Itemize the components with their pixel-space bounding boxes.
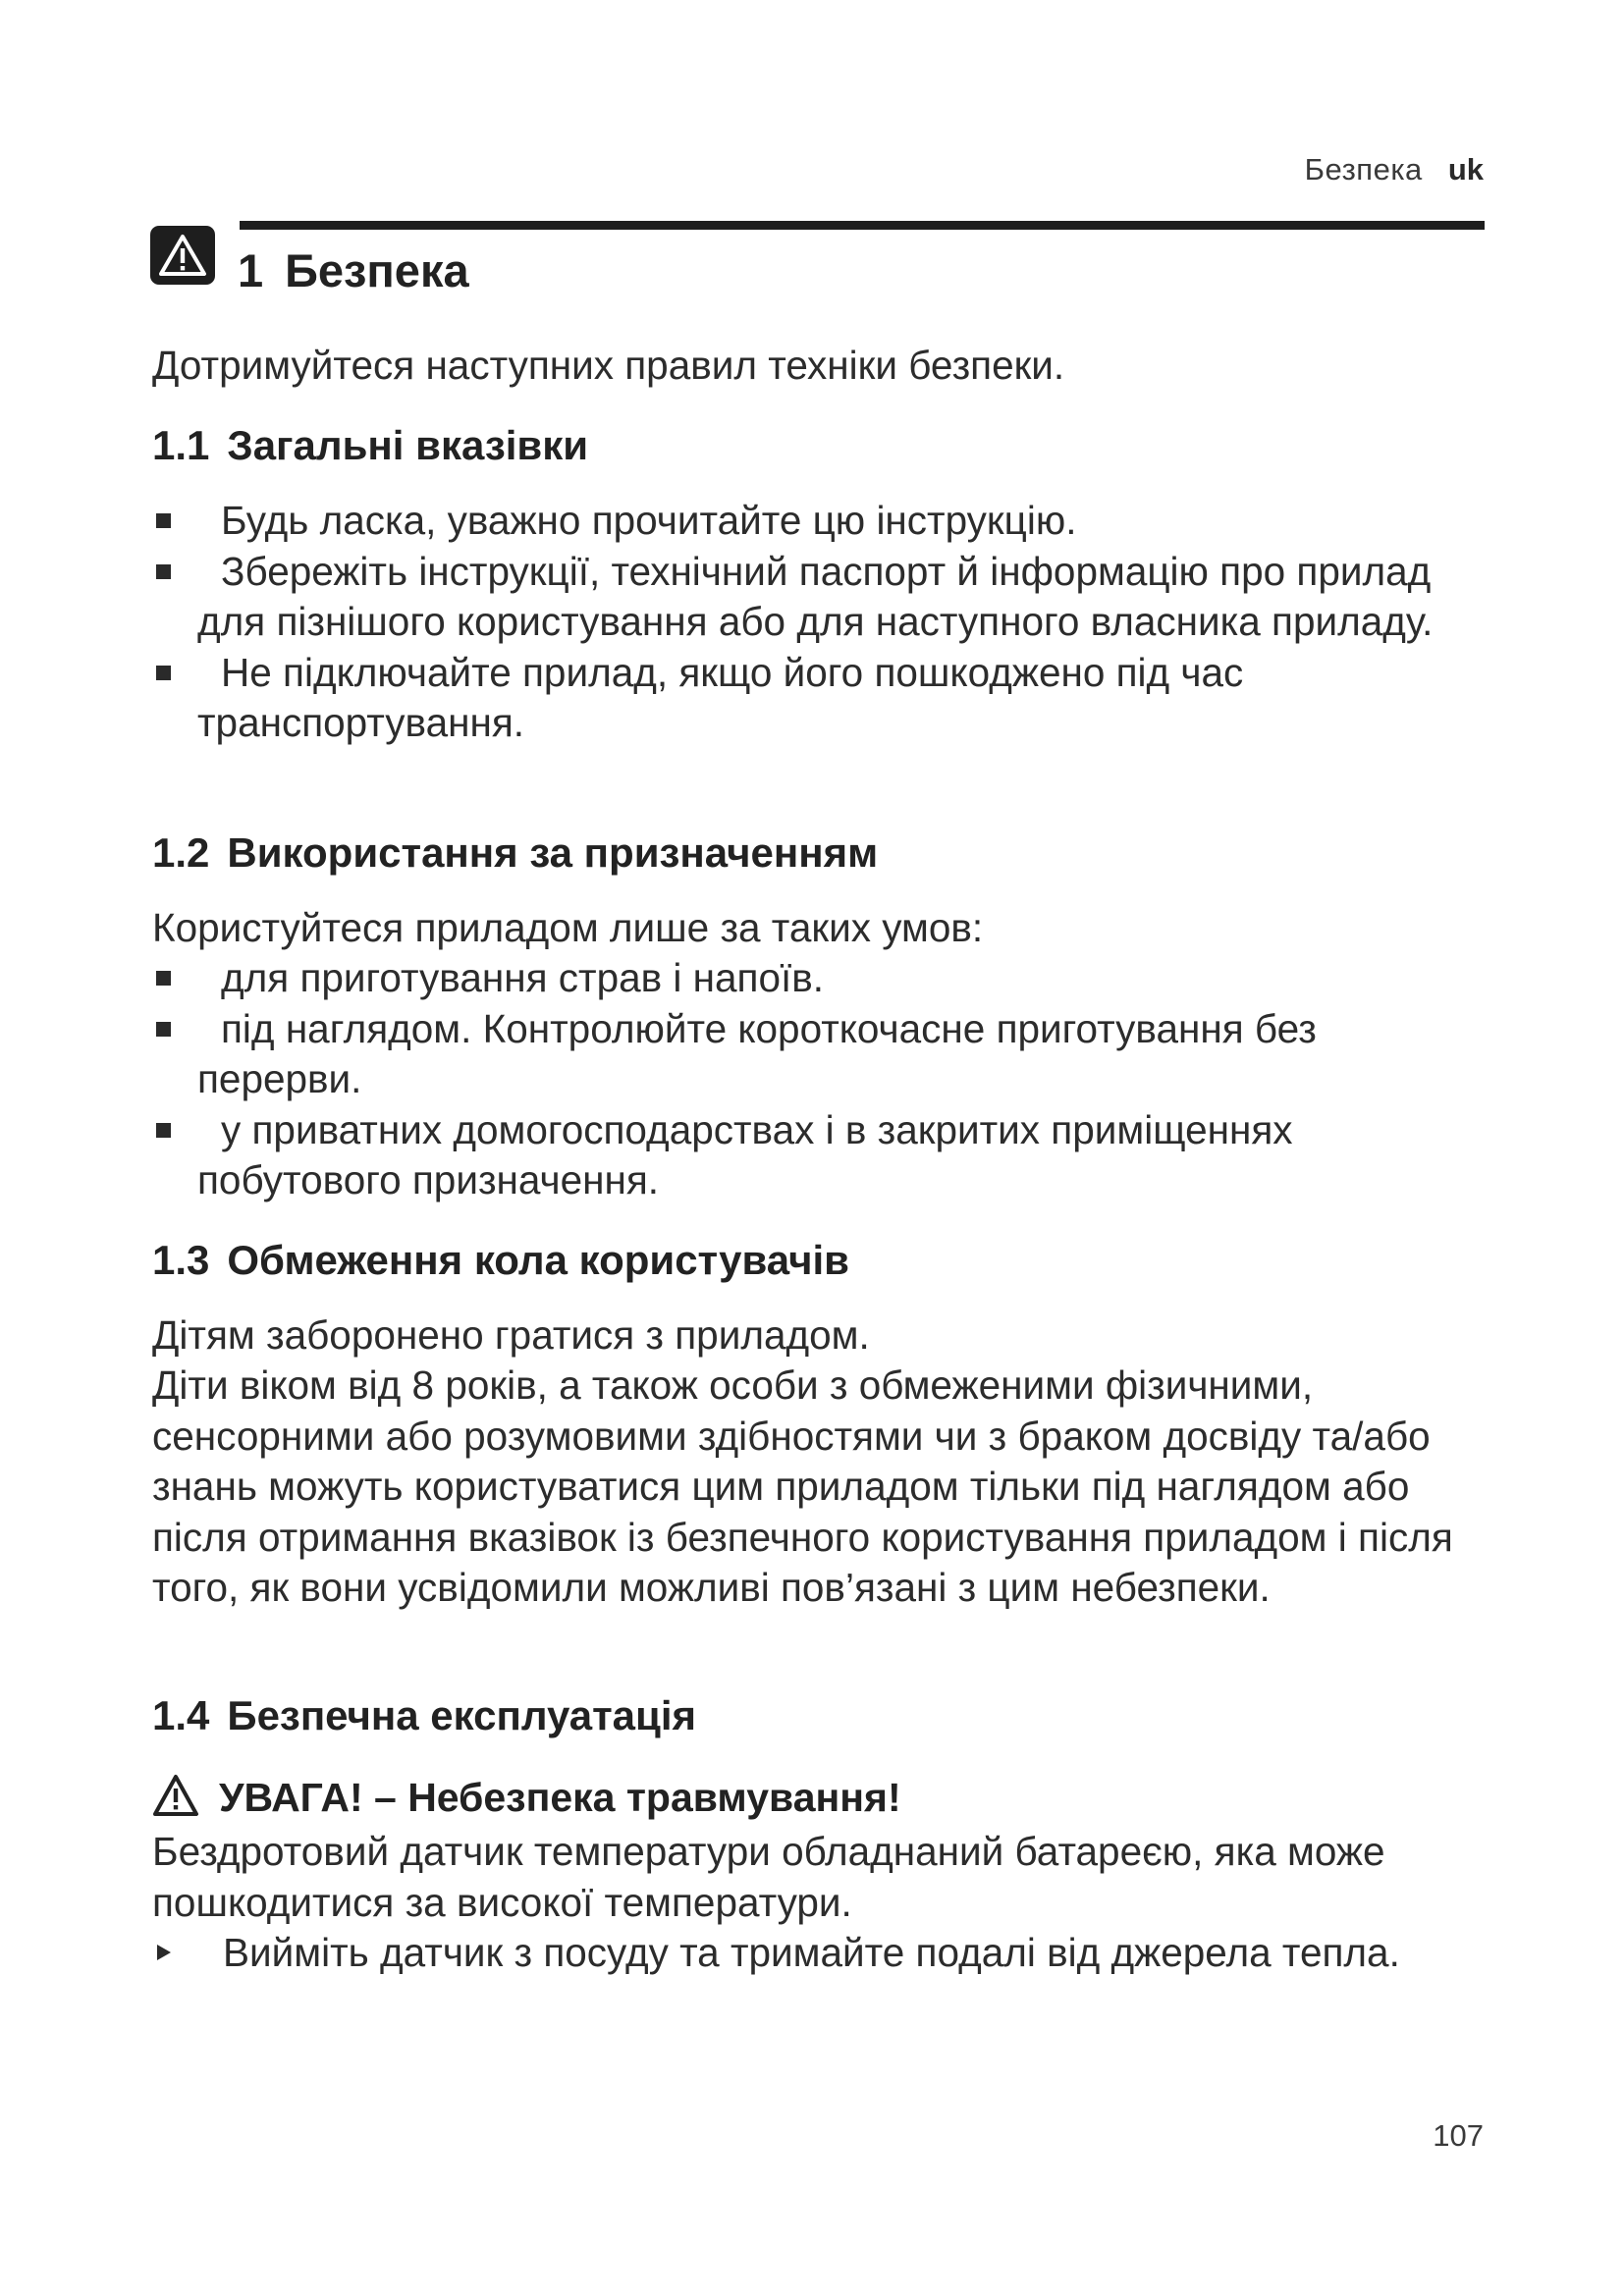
action-list xyxy=(152,1928,1488,1979)
language-code: uk xyxy=(1447,152,1484,187)
warning-triangle-icon xyxy=(152,1774,199,1817)
section-heading-1-4 xyxy=(152,1690,696,1741)
chapter-number: 1 xyxy=(238,244,264,296)
general-notes-list xyxy=(152,496,1488,749)
section-heading-1-3 xyxy=(152,1235,849,1286)
section-title: Загальні вказівки xyxy=(227,422,589,468)
action-step-text: Вийміть датчик з посуду та тримайте подалі від джерела тепла. xyxy=(223,1930,1400,1975)
warning-title: УВАГА! – Небезпека травмування! xyxy=(219,1775,901,1820)
section-heading-1-1 xyxy=(152,420,588,471)
list-item-text: Не підключайте прилад, якщо його пошкоджено під час транспортування. xyxy=(197,649,1244,745)
bullet-square-icon xyxy=(156,513,171,528)
section-title: Безпечна експлуатація xyxy=(227,1692,697,1738)
list-item xyxy=(152,648,1488,749)
bullet-square-icon xyxy=(156,1123,171,1138)
chapter-title-text: Безпека xyxy=(285,244,469,296)
running-header-title: Безпека xyxy=(1304,152,1423,187)
list-item xyxy=(152,496,1488,547)
intended-use-list xyxy=(152,953,1488,1206)
section-number: 1.1 xyxy=(152,422,210,468)
list-item xyxy=(152,953,1488,1004)
running-header xyxy=(1305,152,1484,187)
list-item-text: у приватних домогосподарствах і в закритих приміщеннях побутового призначення. xyxy=(197,1106,1293,1202)
bullet-square-icon xyxy=(156,666,171,680)
bullet-square-icon xyxy=(156,1022,171,1037)
list-item xyxy=(152,1004,1488,1105)
action-arrow-icon xyxy=(157,1945,171,1960)
section-title: Використання за призначенням xyxy=(227,829,879,876)
page-number: 107 xyxy=(1433,2118,1484,2153)
section-title: Обмеження кола користувачів xyxy=(227,1237,849,1283)
list-item xyxy=(152,1105,1488,1206)
section-heading-1-2 xyxy=(152,828,878,879)
section-number: 1.3 xyxy=(152,1237,210,1283)
list-item xyxy=(152,547,1488,648)
warning-triangle-icon xyxy=(150,226,215,285)
user-restriction-paragraph: Дітям заборонено гратися з приладом. xyxy=(152,1312,870,1358)
list-item-text: для приготування страв і напоїв. xyxy=(221,955,825,1000)
section-number: 1.4 xyxy=(152,1692,210,1738)
intended-use-lead: Користуйтеся приладом лише за таких умов: xyxy=(152,905,984,950)
list-item-text: Будь ласка, уважно прочитайте цю інструкцію. xyxy=(221,498,1077,543)
action-step xyxy=(152,1928,1488,1979)
user-restriction-paragraph: Діти віком від 8 років, а також особи з обмеженими фізичними, сенсорними або розумовими здібностями чи з браком досвіду та/або знань можуть користуватися цим приладом тільки під наглядом або після отримання вказівок із безпечного користування приладом і після того, як вони усвідомили можливі пов’язані з цим небезпеки. xyxy=(152,1362,1453,1610)
bullet-square-icon xyxy=(156,564,171,579)
warning-heading xyxy=(152,1772,901,1823)
list-item-text: під наглядом. Контролюйте короткочасне приготування без перерви. xyxy=(197,1005,1317,1101)
chapter-intro: Дотримуйтеся наступних правил техніки безпеки. xyxy=(152,343,1065,388)
chapter-rule xyxy=(240,221,1485,230)
chapter-title xyxy=(238,243,469,298)
bullet-square-icon xyxy=(156,971,171,986)
list-item-text: Збережіть інструкції, технічний паспорт й інформацію про прилад для пізнішого користування або для наступного власника приладу. xyxy=(197,548,1434,644)
warning-text: Бездротовий датчик температури обладнаний батареєю, яка може пошкодитися за високої температури. xyxy=(152,1829,1385,1925)
section-number: 1.2 xyxy=(152,829,210,876)
